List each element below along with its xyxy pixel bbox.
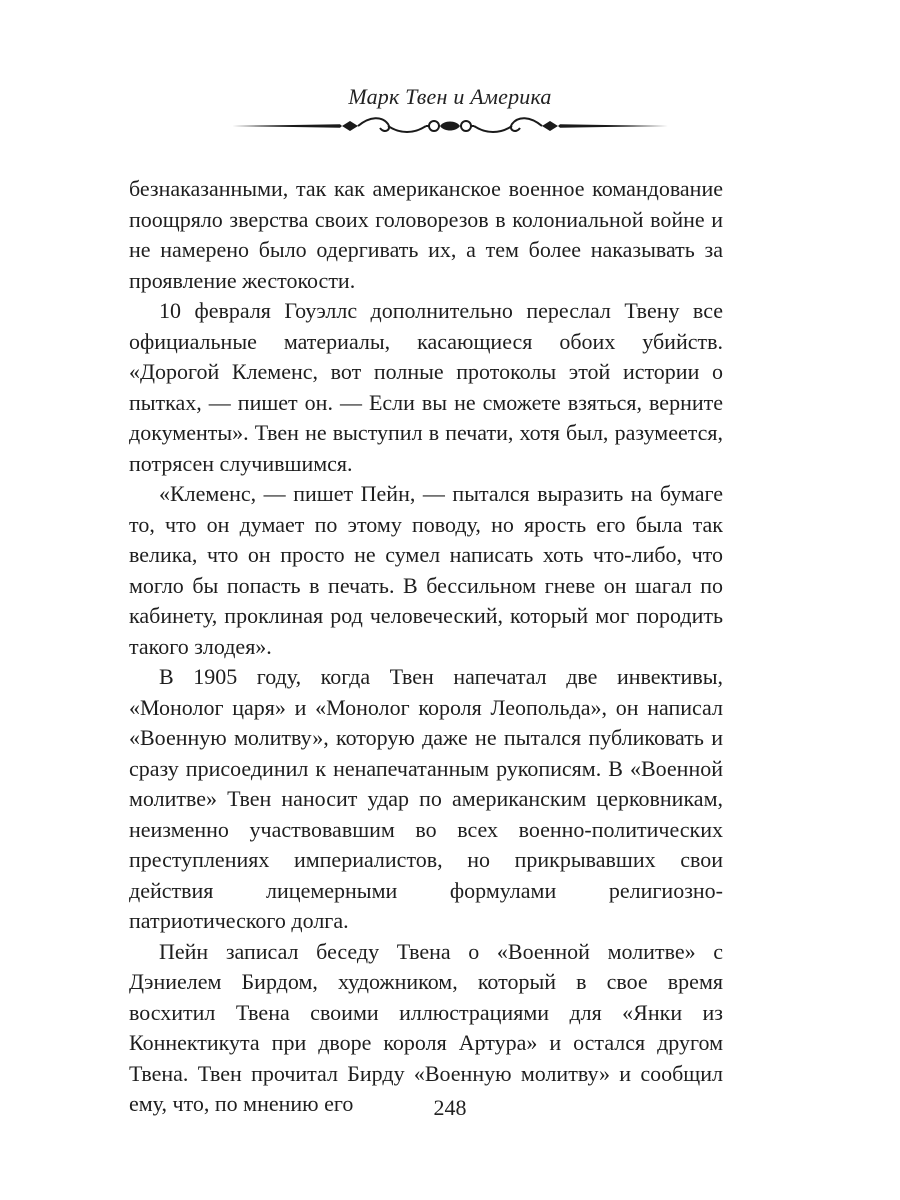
body-text [129,174,723,1120]
flourish-divider-icon [230,112,670,140]
paragraph: В 1905 году, когда Твен напечатал две инвективы, «Монолог царя» и «Монолог короля Леопольда», он написал «Военную молитву», которую даже не пытался публиковать и сразу присоединил к ненапечатанным рукописям. В «Военной молитве» Твен наносит удар по американским церковникам, неизменно участвовавшим во всех военно-политических преступлениях империалистов, но прикрывавших свои действия лицемерными формулами религиозно-патриотического долга. [129,664,723,933]
page-number: 248 [433,1095,467,1120]
paragraph: Пейн записал беседу Твена о «Военной молитве» с Дэниелем Бирдом, художником, который в свое время восхитил Твена своими иллюстрациями для «Янки из Коннектикута при дворе короля Артура» и остался другом Твена. Твен прочитал Бирду «Военную молитву» и сообщил ему, что, по мнению его [129,938,723,1116]
paragraph: 10 февраля Гоуэллс дополнительно переслал Твену все официальные материалы, касающиеся обоих убийств. «Дорогой Клеменс, вот полные протоколы этой истории о пытках, — пишет он. — Если вы не сможете взяться, верните документы». Твен не выступил в печати, хотя был, разумеется, потрясен случившимся. [129,298,723,476]
paragraph: «Клеменс, — пишет Пейн, — пытался выразить на бумаге то, что он думает по этому поводу, но ярость его была так велика, что он просто не сумел написать хоть что-либо, что могло бы попасть в печать. В бессильном гневе он шагал по кабинету, проклиная род человеческий, который мог породить такого злодея». [129,481,723,659]
paragraph-continuation: безнаказанными, так как американское военное командование поощряло зверства своих головорезов в колониальной войне и не намерено было одергивать их, а тем более наказывать за проявление жестокости. [129,176,723,293]
running-title: Марк Твен и Америка [348,84,552,109]
